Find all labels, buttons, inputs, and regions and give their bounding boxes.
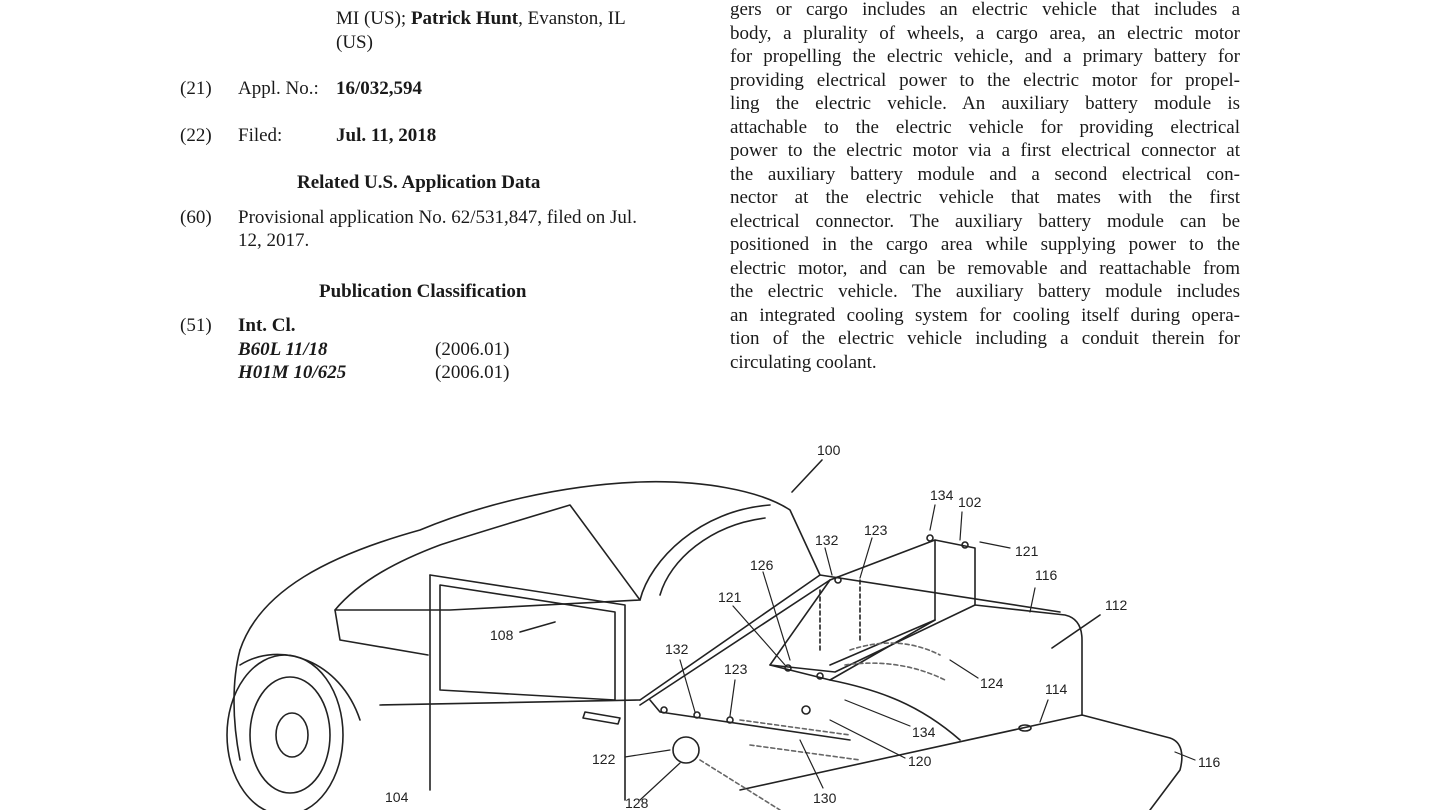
front-tire-inner xyxy=(250,677,330,793)
socket xyxy=(802,706,810,714)
leader-100 xyxy=(792,460,822,492)
provisional-line-1: Provisional application No. 62/531,847, filed on Jul. xyxy=(238,207,637,228)
abstract-line: electrical connector. The auxiliary battery module can be xyxy=(730,210,1240,232)
ref-122: 122 xyxy=(592,751,616,767)
ref-123: 123 xyxy=(864,522,888,538)
class-2-year: (2006.01) xyxy=(435,362,510,383)
front-tire xyxy=(227,655,343,810)
abstract-text xyxy=(730,0,1240,374)
inventor-name: Patrick Hunt xyxy=(410,8,519,29)
ref-116: 116 xyxy=(1198,754,1221,770)
pubclass-heading: Publication Classification xyxy=(319,281,527,302)
class-1-year: (2006.01) xyxy=(435,339,510,360)
abstract-line: the electric vehicle. The auxiliary battery module includes xyxy=(730,281,1240,302)
provisional-code: (60) xyxy=(180,207,212,228)
door-handle xyxy=(583,712,620,724)
abstract-line: an integrated cooling system for cooling itself during opera- xyxy=(730,304,1240,326)
appl-label: Appl. No.: xyxy=(238,78,319,99)
battery-inner xyxy=(820,580,860,650)
appl-number: 16/032,594 xyxy=(336,78,423,99)
abstract-line: circulating coolant. xyxy=(730,351,877,373)
abstract-line: ling the electric vehicle. An auxiliary battery module is xyxy=(730,93,1240,114)
body-side xyxy=(335,610,428,655)
ref-104: 104 xyxy=(385,789,409,805)
ref-112: 112 xyxy=(1105,597,1128,613)
ref-132: 132 xyxy=(665,641,689,657)
ref-124: 124 xyxy=(980,675,1004,691)
abstract-line: electric motor, and can be removable and reattachable from xyxy=(730,257,1240,279)
ref-123: 123 xyxy=(724,661,748,677)
appl-code: (21) xyxy=(180,78,212,99)
bed-inner-line xyxy=(650,700,850,740)
inventors-state: MI (US); xyxy=(336,8,411,29)
ref-126: 126 xyxy=(750,557,774,573)
abstract-line: nector at the electric vehicle that mates with the first xyxy=(730,187,1240,208)
ref-128: 128 xyxy=(625,795,649,810)
ref-114: 114 xyxy=(1045,681,1068,697)
ref-102: 102 xyxy=(958,494,982,510)
provisional-line-2: 12, 2017. xyxy=(238,230,310,251)
class-1-code: B60L 11/18 xyxy=(238,339,328,360)
abstract-line: attachable to the electric vehicle for providing electrical xyxy=(730,116,1240,138)
abstract-line: for propelling the electric vehicle, and a primary battery for xyxy=(730,46,1240,67)
ref-108: 108 xyxy=(490,627,514,643)
ref-120: 120 xyxy=(908,753,932,769)
abstract-line: providing electrical power to the electric motor for propel- xyxy=(730,69,1240,91)
battery-slope xyxy=(830,680,960,740)
filed-date: Jul. 11, 2018 xyxy=(336,125,437,146)
ref-116: 116 xyxy=(1035,567,1058,583)
body-lower xyxy=(380,700,640,705)
rear-pillar xyxy=(640,505,770,600)
ref-121: 121 xyxy=(718,589,742,605)
ref-132: 132 xyxy=(815,532,839,548)
leader-108 xyxy=(520,622,555,632)
ref-100: 100 xyxy=(817,442,841,458)
ref-121: 121 xyxy=(1015,543,1039,559)
inventors-country: (US) xyxy=(336,32,373,53)
abstract-line: the auxiliary battery module and a second electrical con- xyxy=(730,163,1240,185)
inventors-line xyxy=(336,7,626,31)
front-hub xyxy=(276,713,308,757)
intcl-code: (51) xyxy=(180,315,212,336)
abstract-line: positioned in the cargo area while supplying power to the xyxy=(730,234,1240,255)
bed-floor-edge xyxy=(1082,715,1182,810)
connector-circle xyxy=(673,737,699,763)
abstract-line: power to the electric motor via a first electrical connector at xyxy=(730,140,1240,161)
filed-label: Filed: xyxy=(238,125,283,146)
abstract-line: gers or cargo includes an electric vehicle that includes a xyxy=(730,0,1240,20)
battery-lid xyxy=(770,605,975,672)
bed-far-wall xyxy=(975,605,1082,715)
related-heading: Related U.S. Application Data xyxy=(297,172,541,193)
abstract-line: tion of the electric vehicle including a conduit therein for xyxy=(730,328,1240,349)
class-2-code: H01M 10/625 xyxy=(238,362,347,383)
inventors-location: , Evanston, IL xyxy=(518,8,626,29)
abstract-line: body, a plurality of wheels, a cargo area, an electric motor xyxy=(730,22,1240,44)
ref-134: 134 xyxy=(930,487,954,503)
intcl-label: Int. Cl. xyxy=(238,315,296,336)
ref-130: 130 xyxy=(813,790,837,806)
ref-134: 134 xyxy=(912,724,936,740)
vehicle-roof xyxy=(240,482,820,650)
windshield xyxy=(335,505,640,610)
patent-figure xyxy=(0,400,1440,810)
coolant-conduit xyxy=(845,643,945,680)
bolt xyxy=(927,535,933,541)
filed-code: (22) xyxy=(180,125,212,146)
vehicle-hood xyxy=(234,650,240,760)
